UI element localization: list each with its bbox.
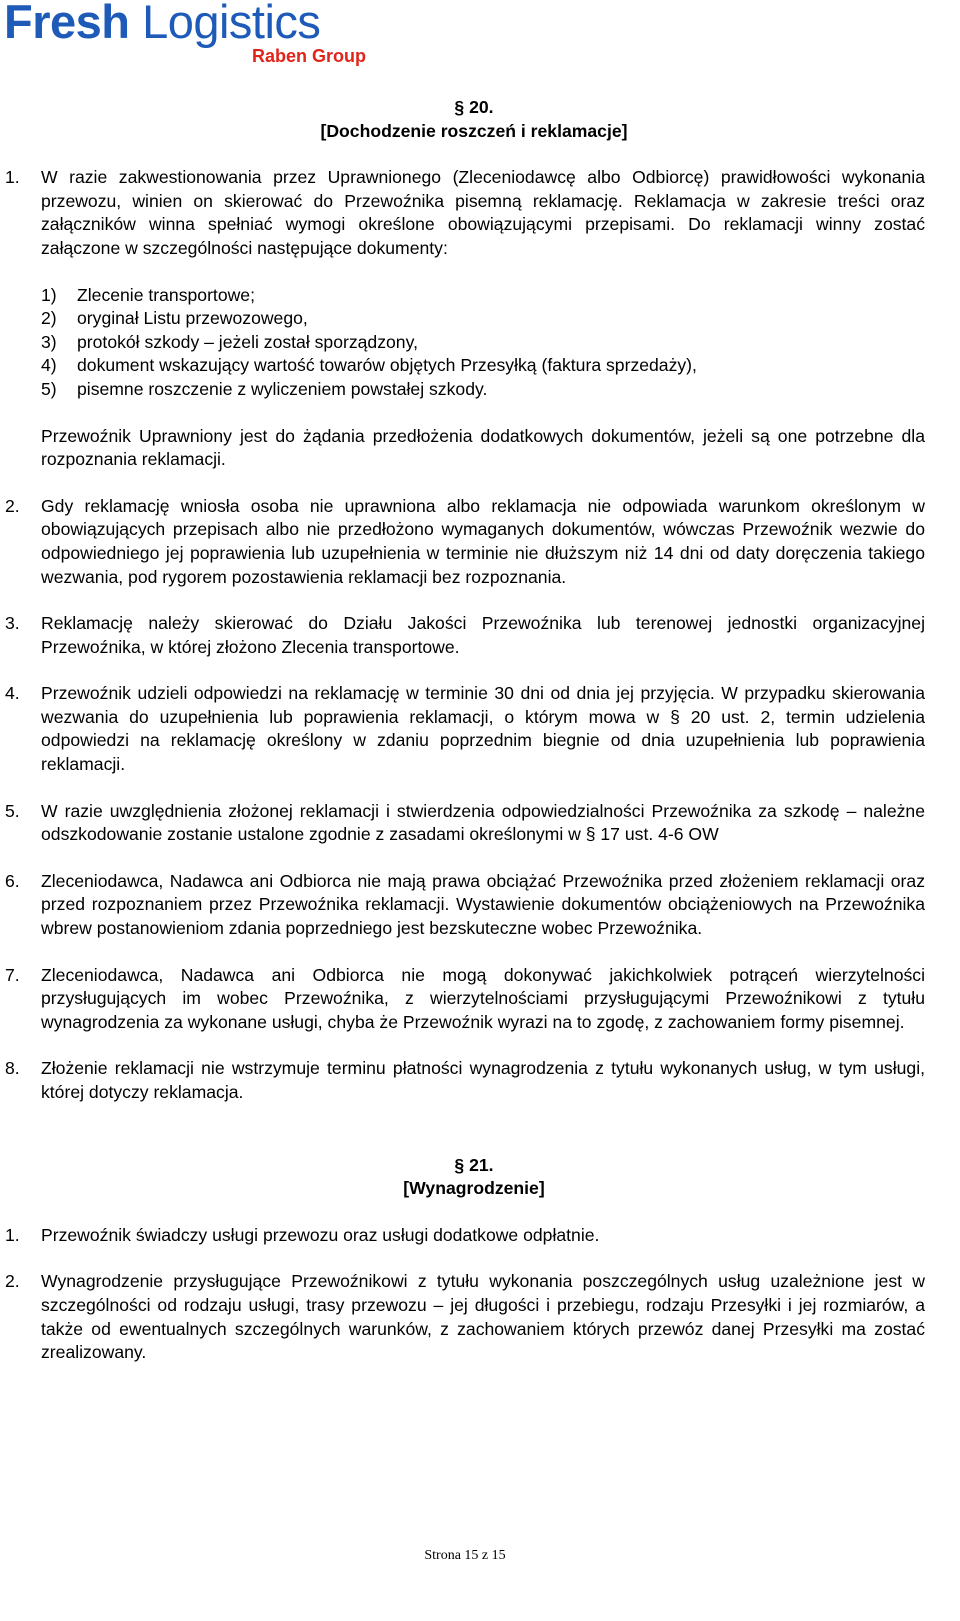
item-number: 4. [5, 683, 20, 704]
item-number: 1. [5, 167, 20, 188]
list-item-text: Zlecenie transportowe; [77, 284, 255, 305]
item-number: 2. [5, 495, 20, 516]
list-item [41, 307, 925, 331]
list-item-number: 4) [41, 355, 57, 376]
item-number: 1. [5, 1224, 20, 1245]
item-text: Gdy reklamację wniosła osoba nie uprawniona albo reklamacja nie odpowiada warunkom określonym w obowiązujących przepisach albo nie przedłożono wymaganych dokumentów, wówczas Przewoźnik wezwie do odpowiedniego jej poprawienia lub uzupełnienia w terminie nie dłuższym niż 14 dni od daty doręczenia takiego wezwania, pod rygorem pozostawienia reklamacji bez rozpoznania. [41, 495, 925, 587]
logo-brand-bold: Fresh [4, 0, 130, 48]
section-20-title: [Dochodzenie roszczeń i reklamacje] [320, 120, 628, 141]
section-21-item-2 [5, 1270, 925, 1364]
list-item [41, 284, 925, 308]
item-text: W razie zakwestionowania przez Uprawnionego (Zleceniodawcę albo Odbiorcę) prawidłowości wykonania przewozu, winien on skierować do Przewoźnika pisemną reklamację. Reklamacja w zakresie treści oraz załączników winna spełniać wymogi określone obowiązującymi przepisami. Do reklamacji winny zostać załączone w szczególności następujące dokumenty: [41, 167, 925, 258]
item-number: 2. [5, 1271, 20, 1292]
section-21-item-1 [5, 1224, 925, 1248]
item-text: Przewoźnik świadczy usługi przewozu oraz usługi dodatkowe odpłatnie. [41, 1224, 600, 1245]
list-item-text: protokół szkody – jeżeli został sporządzony, [77, 331, 418, 352]
list-item [41, 331, 925, 355]
section-21-number: § 21. [454, 1154, 494, 1175]
section-20-number: § 20. [454, 97, 494, 117]
section-20-item-6 [5, 870, 925, 941]
list-item-text: oryginał Listu przewozowego, [77, 308, 308, 329]
list-item-number: 1) [41, 284, 57, 305]
document-body [5, 96, 925, 1365]
item-text: Zleceniodawca, Nadawca ani Odbiorca nie mają prawa obciążać Przewoźnika przed złożeniem reklamacji oraz przed rozpoznaniem przez Przewoźnika reklamacji. Wystawienie dokumentów obciążeniowych na Przewoźnika wbrew postanowieniom zdania poprzedniego jest bezskuteczne wobec Przewoźnika. [41, 870, 925, 939]
list-item-number: 3) [41, 331, 57, 352]
item-number: 8. [5, 1058, 20, 1079]
section-21-heading [5, 1154, 925, 1201]
required-documents-list [41, 284, 925, 402]
list-item-number: 2) [41, 308, 57, 329]
list-item-number: 5) [41, 378, 57, 399]
item-text: Zleceniodawca, Nadawca ani Odbiorca nie mogą dokonywać jakichkolwiek potrąceń wierzytelności przysługujących im wobec Przewoźnika, z wierzytelnościami przysługującymi Przewoźnikowi z tytułu wynagrodzenia za wykonane usługi, chyba że Przewoźnik wyrazi na to zgodę, z zachowaniem formy pisemnej. [41, 964, 925, 1032]
logo-wordmark [4, 0, 320, 50]
item-number: 3. [5, 613, 20, 634]
item-text: Reklamację należy skierować do Działu Jakości Przewoźnika lub terenowej jednostki organizacyjnej Przewoźnika, w której złożono Zlecenia transportowe. [41, 613, 925, 657]
item-number: 6. [5, 870, 20, 891]
company-logo [4, 0, 384, 70]
section-20-item-1 [5, 166, 925, 472]
section-20-item-2 [5, 495, 925, 589]
logo-brand-light: Logistics [142, 0, 321, 48]
item-text: Przewoźnik udzieli odpowiedzi na reklamację w terminie 30 dni od dnia jej przyjęcia. W przypadku skierowania wezwania do uzupełnienia lub poprawienia reklamacji, o którym mowa w § 20 ust. 2, termin udzielenia odpowiedzi na reklamację określony w zdaniu poprzednim biegnie od dnia uzupełnienia lub poprawienia reklamacji. [41, 683, 925, 775]
logo-group-name: Raben Group [252, 46, 367, 66]
section-20-heading [5, 96, 925, 143]
list-item-text: pisemne roszczenie z wyliczeniem powstałej szkody. [77, 378, 488, 399]
list-item [41, 354, 925, 378]
item-number: 5. [5, 800, 20, 821]
item-text: Złożenie reklamacji nie wstrzymuje terminu płatności wynagrodzenia z tytułu wykonanych usług, w tym usługi, której dotyczy reklamacja. [41, 1058, 925, 1102]
item-text: W razie uwzględnienia złożonej reklamacji i stwierdzenia odpowiedzialności Przewoźnika za szkodę – należne odszkodowanie zostanie ustalone zgodnie z zasadami określonymi w § 17 ust. 4-6 OW [41, 800, 925, 845]
section-20-item-7 [5, 964, 925, 1035]
item-text-continuation: Przewoźnik Uprawniony jest do żądania przedłożenia dodatkowych dokumentów, jeżeli są one potrzebne dla rozpoznania reklamacji. [41, 425, 925, 470]
section-20-item-5 [5, 800, 925, 847]
item-text: Wynagrodzenie przysługujące Przewoźnikowi z tytułu wykonania poszczególnych usług uzależnione jest w szczególności od rodzaju usługi, trasy przewozu – jej długości i przebiegu, rodzaju Przesyłki i jej rozmiarów, a także od ewentualnych szczególnych warunków, z zachowaniem których przewóz danej Przesyłki ma zostać zrealizowany. [41, 1271, 925, 1363]
section-21-title: [Wynagrodzenie] [403, 1178, 545, 1199]
item-number: 7. [5, 964, 20, 985]
list-item-text: dokument wskazujący wartość towarów objętych Przesyłką (faktura sprzedaży), [77, 355, 697, 376]
section-20-item-8 [5, 1057, 925, 1104]
section-20-item-4 [5, 682, 925, 776]
list-item [41, 378, 925, 402]
section-20-item-3 [5, 612, 925, 659]
page-footer: Strona 15 z 15 [424, 1548, 506, 1563]
